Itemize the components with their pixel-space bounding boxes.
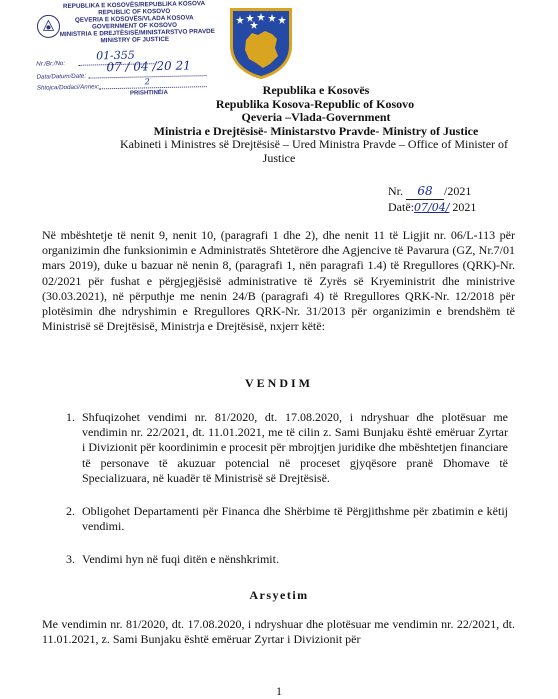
stamp-header-line: MINISTRY OF JUSTICE	[100, 35, 170, 45]
vendim-title: VENDIM	[245, 376, 313, 390]
stamp-header-line: GOVERNMENT OF KOSOVO	[91, 21, 178, 31]
ministry-seal-icon	[35, 13, 62, 40]
nr-value: 68	[406, 184, 444, 200]
stamp-date-label: Data/Datum/Date:	[36, 72, 87, 81]
stamp-annex-value: 2	[144, 77, 150, 87]
header-republic-multi: Republika Kosova-Republic of Kosovo	[215, 96, 415, 111]
header-government: Qeveria –Vlada-Government	[241, 110, 391, 124]
arsyetim-paragraph: Me vendimin nr. 81/2020, dt. 17.08.2020, i ndryshuar dhe plotësuar me vendimin nr. 22/2021, dt. 11.01.2021, z. Sami Bunjaku është emëruar Zyrtar i Divizionit për	[42, 617, 515, 647]
stamp-date-value: 07 / 04 /20 21	[106, 58, 191, 75]
decision-item: 3. Vendimi hyn në fuqi ditën e nënshkrimit.	[78, 552, 508, 567]
stamp-header-line: REPUBLIC OF KOSOVO	[98, 7, 171, 17]
nr-year: /2021	[444, 184, 472, 198]
stamp-header	[59, 0, 215, 45]
header-office: Kabineti i Ministres së Drejtësisë – Ured Ministra Pravde – Office of Minister of	[119, 137, 509, 151]
header-ministry: Ministria e Drejtësisë- Ministarstvo Pravde- Ministry of Justice	[153, 123, 479, 138]
date-label: Datë:	[388, 200, 414, 214]
document-header	[0, 84, 558, 165]
stamp-nr-label: Nr./Br./No:	[36, 60, 66, 68]
kosovo-emblem-icon	[228, 6, 294, 80]
stamp-header-line: REPUBLIKA E KOSOVËS/REPUBLIKA KOSOVA	[62, 0, 206, 11]
stamp-annex-label: Shtojca/Dodaci/Annex:	[36, 83, 100, 92]
header-republic-sq: Republika e Kosovës	[262, 83, 370, 97]
document-number-block	[388, 184, 476, 215]
stamp-nr-value: 01-355	[95, 48, 135, 63]
header-office-continued: Justice	[262, 150, 296, 165]
decision-item: 2. Obligohet Departamenti për Financa dhe Shërbime të Përgjithshme për zbatimin e këtij vendimi.	[78, 504, 508, 534]
stamp-header-line: QEVERIA E KOSOVËS/VLADA KOSOVA	[74, 14, 194, 24]
decision-items-list	[42, 410, 508, 586]
legal-basis-paragraph: Në mbështetje të nenit 9, nenit 10, (paragrafi 1 dhe 2), dhe nenit 11 të Ligjit nr. 06/L-113 për organizimin dhe funksionimin e Administratës Shtetërore dhe Agjencive të Pavarura (GZ, Nr.7/01 mars 2019), duke u bazuar në nenin 8, (paragrafi 1, nën paragrafi 1.4) të Rregullores (QRK)-Nr. 02/2021 për fushat e përgjegjësisë administrative të Zyrës së Kryeministrit dhe ministrive (30.03.2021), në përputhje me nenin 24/B (paragrafi 4) të Rregullores QRK-Nr. 12/2018 për plotësimin dhe ndryshimin e Rregullores QRK-Nr. 31/2013 për organizimin e brendshëm të Ministrisë së Drejtësisë, Ministrja e Drejtësisë, nxjerr këtë:	[42, 228, 515, 334]
date-value: 07/04/	[414, 201, 450, 214]
stamp-header-line: MINISTRIA E DREJTËSISË/MINISTARSTVO PRAVDE	[59, 27, 215, 39]
nr-label: Nr.	[388, 184, 403, 198]
decision-item: 1. Shfuqizohet vendimi nr. 81/2020, dt. 17.08.2020, i ndryshuar dhe plotësuar me vendimin nr. 22/2021, dt. 11.01.2021, me të cilin z. Sami Bunjaku është emëruar Zyrtar i Divizionit për koordinimin e procesit për mbrojtjen juridike dhe mbështetjen financiare të personave të akuzuar potencial në proceset gjyqësore pranë Dhomave të Specializuara, në kuadër të Ministrisë së Drejtësisë.	[78, 410, 508, 486]
page-number: 1	[276, 684, 282, 698]
arsyetim-title: Arsyetim	[249, 588, 309, 602]
stamp-footer: PRISHTINË/A	[129, 89, 168, 97]
date-year: 2021	[452, 200, 477, 214]
